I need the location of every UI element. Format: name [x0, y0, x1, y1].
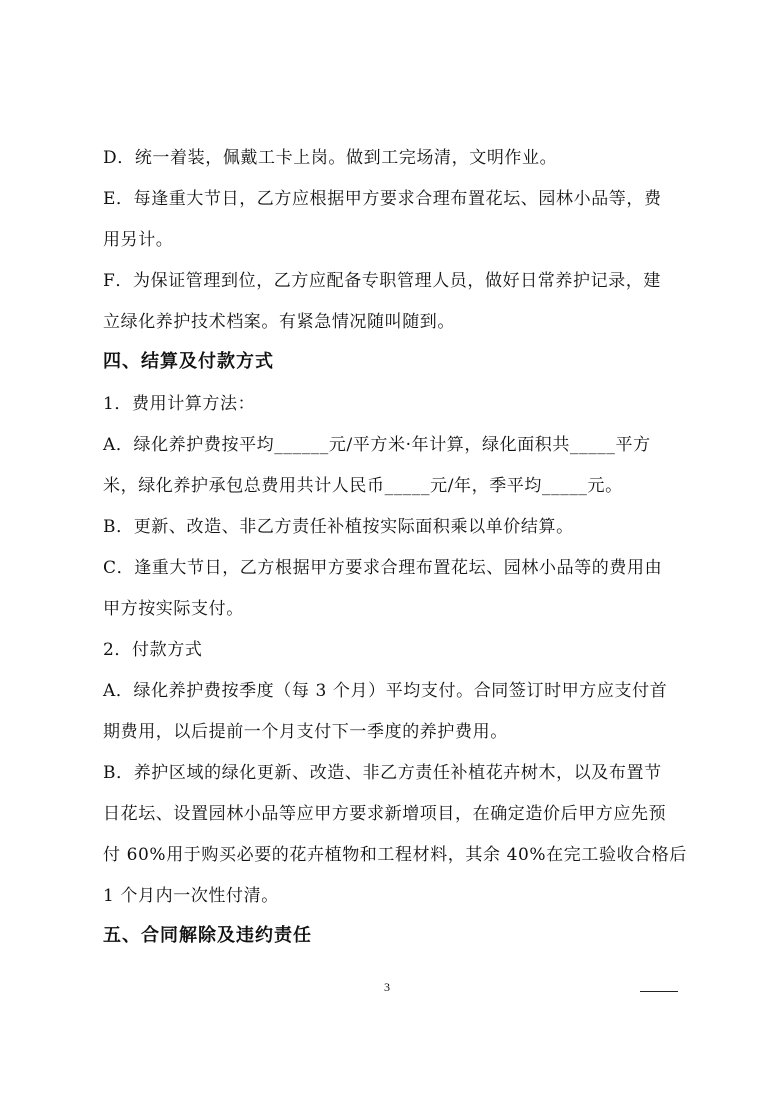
footer-rule — [640, 991, 678, 992]
clause-d-uniform: D．统一着装，佩戴工卡上岗。做到工完场清，文明作业。 — [103, 148, 558, 168]
clause-b-payment-line1: B．养护区域的绿化更新、改造、非乙方责任补植花卉树木，以及布置节 — [103, 763, 662, 783]
clause-a-fee-line1: A．绿化养护费按平均______元/平方米·年计算，绿化面积共_____平方 — [103, 435, 651, 455]
clause-c-holiday-cost-line1: C．逢重大节日，乙方根据甲方要求合理布置花坛、园林小品等的费用由 — [103, 558, 663, 578]
clause-f-management-line2: 立绿化养护技术档案。有紧急情况随叫随到。 — [103, 312, 455, 332]
clause-a-payment-line1: A．绿化养护费按季度（每 3 个月）平均支付。合同签订时甲方应支付首 — [103, 681, 668, 701]
subsection-payment-method: 2．付款方式 — [103, 640, 203, 660]
clause-e-holiday-line2: 用另计。 — [103, 230, 174, 250]
clause-a-fee-line2: 米，绿化养护承包总费用共计人民币_____元/年，季平均_____元。 — [103, 476, 623, 496]
clause-b-payment-line4: 1 个月内一次性付清。 — [103, 886, 279, 906]
clause-b-renewal: B．更新、改造、非乙方责任补植按实际面积乘以单价结算。 — [103, 517, 574, 537]
clause-e-holiday-line1: E．每逢重大节日，乙方应根据甲方要求合理布置花坛、园林小品等，费 — [103, 189, 662, 209]
clause-a-payment-line2: 期费用，以后提前一个月支付下一季度的养护费用。 — [103, 722, 508, 742]
section-heading-settlement: 四、结算及付款方式 — [103, 351, 274, 372]
subsection-fee-calculation: 1．费用计算方法： — [103, 394, 256, 414]
clause-b-payment-line2: 日花坛、设置园林小品等应甲方要求新增项目，在确定造价后甲方应先预 — [103, 804, 667, 824]
section-heading-termination: 五、合同解除及违约责任 — [103, 925, 312, 946]
clause-f-management-line1: F．为保证管理到位，乙方应配备专职管理人员，做好日常养护记录，建 — [103, 271, 661, 291]
clause-b-payment-line3: 付 60%用于购买必要的花卉植物和工程材料，其余 40%在完工验收合格后 — [103, 845, 687, 865]
clause-c-holiday-cost-line2: 甲方按实际支付。 — [103, 599, 244, 619]
page-number: 3 — [384, 980, 390, 994]
